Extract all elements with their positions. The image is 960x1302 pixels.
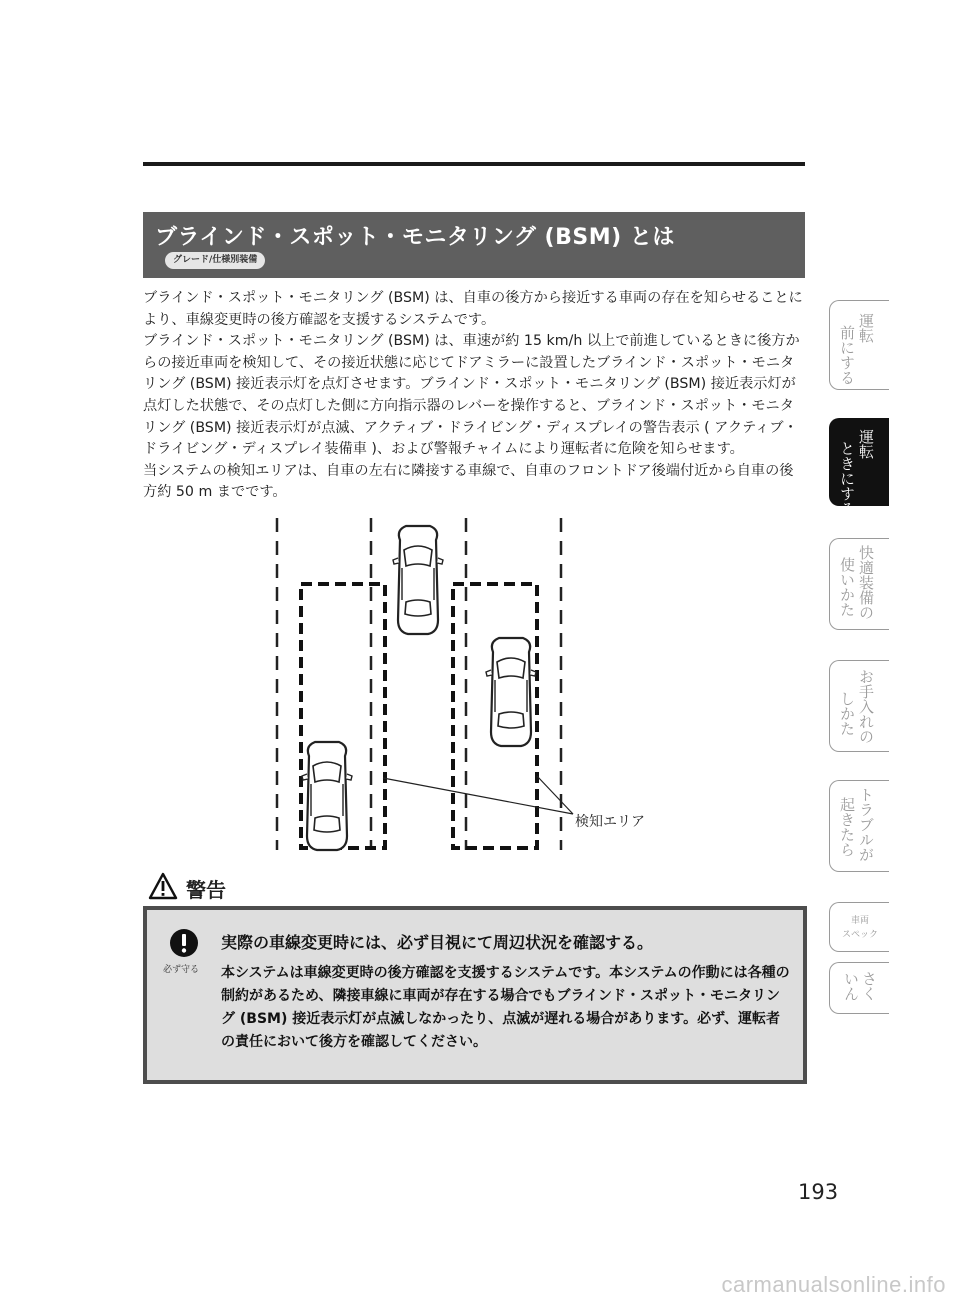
warning-title: 警告 [186,878,226,902]
page-number: 193 [798,1180,839,1204]
detection-area-label: 検知エリア [575,814,645,830]
warning-headline: 実際の車線変更時には、必ず目視にて周辺状況を確認する。 [221,933,654,952]
own-vehicle-icon [393,526,443,634]
grade-badge: グレード/仕様別装備 [165,252,265,269]
must-follow-label: 必ず守る [163,965,200,975]
approaching-vehicle-right-icon [486,638,536,746]
watermark-text: carmanualsonline.info [721,1272,946,1297]
body-paragraph: 当システムの検知エリアは、自車の左右に隣接する車線で、自車のフロントドア後端付近から自車の後方約 50 m までです。 [143,462,794,501]
tab-index-label-2: いん [842,971,860,1001]
tab-troubleshooting[interactable] [829,780,889,872]
tab-trouble-label-1: トラブルが [857,787,875,862]
tab-before-driving-label-1: 運転 [857,313,875,343]
tab-trouble-label-2: 起きたら [838,797,856,857]
tab-index[interactable] [829,962,889,1014]
tab-while-driving-label-2: ときにする [838,441,856,516]
approaching-vehicle-left-icon [302,742,352,850]
warning-body: 本システムは車線変更時の後方確認を支援するシステムです。本システムの作動には各種の制約があるため、隣接車線に車両が存在する場合でもブラインド・スポット・モニタリング (BSM) 接近表示灯が点滅しなかったり、点滅が遅れる場合があります。必ず、運転者の責任において後方を確認してください。 [221,965,790,1050]
body-paragraph: ブラインド・スポット・モニタリング (BSM) は、自車の後方から接近する車両の存在を知らせることにより、車線変更時の後方確認を支援するシステムです。 [143,290,803,328]
must-follow-icon [169,928,199,958]
tab-specs-label-2: スペック [841,930,878,940]
section-header [143,212,805,278]
tab-while-driving-label-1: 運転 [857,429,875,459]
tab-before-driving[interactable] [829,300,889,390]
body-text [143,288,807,504]
tab-maintenance-label-1: お手入れの [857,669,875,744]
tab-maintenance[interactable] [829,660,889,752]
tab-specs-label-1: 車両 [850,916,869,926]
detection-area-diagram [265,512,685,857]
tab-vehicle-specs[interactable] [829,902,889,952]
tab-comfort-equipment[interactable] [829,538,889,630]
watermark [0,1270,960,1302]
tab-before-driving-label-2: 前にする [838,325,856,385]
body-paragraph: ブラインド・スポット・モニタリング (BSM) は、車速が約 15 km/h 以上で前進しているときに後方からの接近車両を検知して、その接近状態に応じてドアミラーに設置したブラインド・スポット・モニタリング (BSM) 接近表示灯を点灯させます。ブラインド・スポット・モニタリング (BSM) 接近表示灯が点灯した状態で、その点灯した側に方向指示器のレバーを操作すると、ブラインド・スポット・モニタリング (BSM) 接近表示灯が点滅、アクティブ・ドライビング・ディスプレイの警告表示 ( アクティブ・ドライビング・ディスプレイ装備車 )、および警報チャイムにより運転者に危険を知らせます。 [143,333,800,458]
tab-maintenance-label-2: しかた [838,691,856,736]
top-rule [143,162,805,166]
tab-comfort-label-2: 使いかた [838,557,856,617]
tab-while-driving[interactable] [829,418,889,516]
warning-triangle-icon [148,872,178,900]
warning-box [143,906,807,1084]
tab-comfort-label-1: 快適装備の [857,545,875,620]
warning-heading [148,872,226,902]
tab-index-label-1: さく [860,971,878,1001]
section-title: ブラインド・スポット・モニタリング (BSM) とは [155,225,675,250]
